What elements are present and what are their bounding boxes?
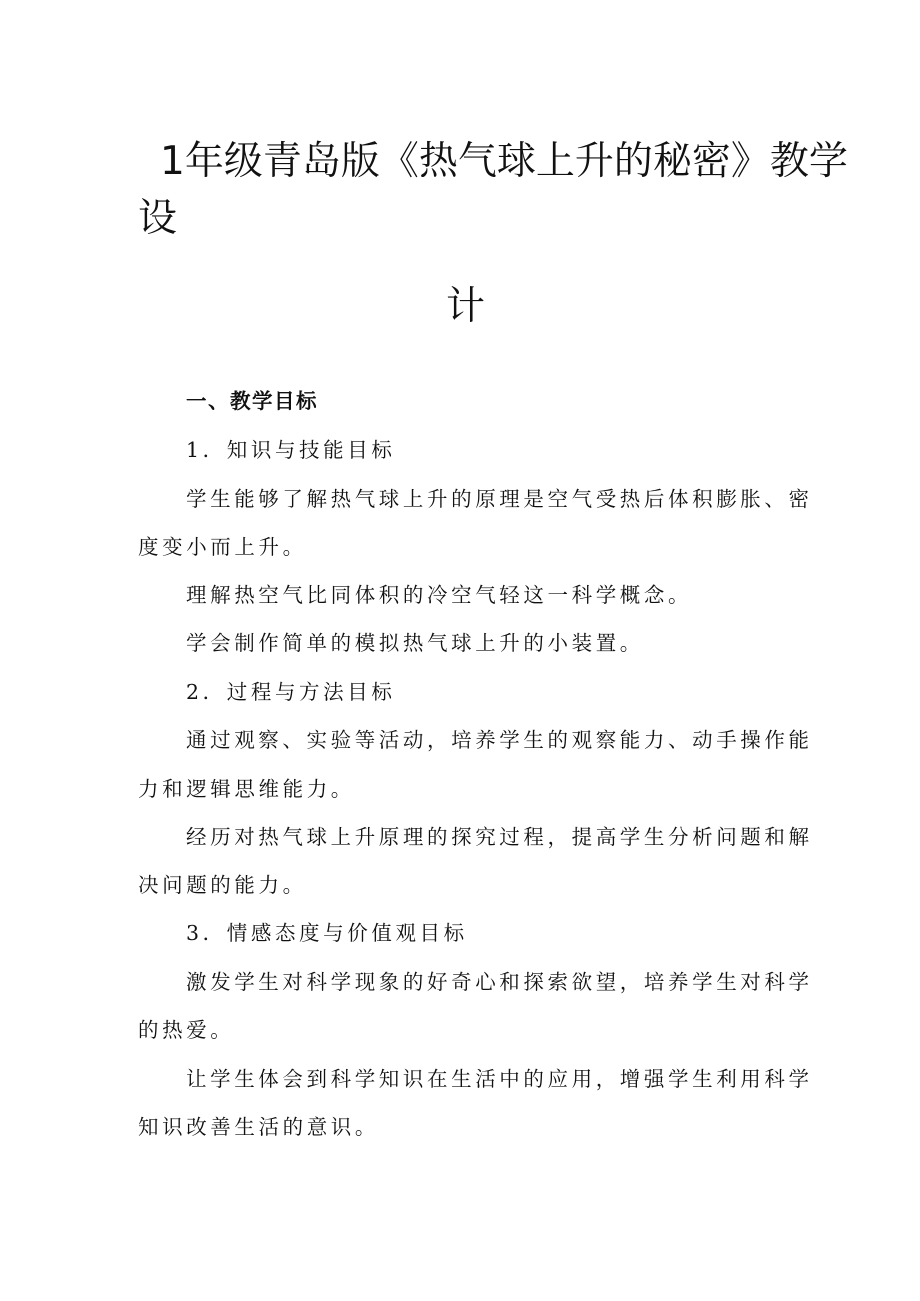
paragraph-line: 力和逻辑思维能力。: [138, 777, 355, 801]
paragraph-line: 理解热空气比同体积的冷空气轻这一科学概念。: [186, 583, 693, 607]
section-heading-teaching-goals: 一、教学目标: [186, 389, 318, 413]
paragraph-line: 决问题的能力。: [138, 873, 307, 897]
paragraph-line: 经历对热气球上升原理的探究过程，提高学生分析问题和解: [186, 825, 813, 849]
paragraph-line: 知识改善生活的意识。: [138, 1115, 379, 1139]
paragraph-line: 的热爱。: [138, 1018, 235, 1042]
subheading-knowledge-skills: 1．知识与技能目标: [186, 438, 396, 462]
document-title-line-2: 设: [138, 196, 178, 241]
subheading-emotion-values: 3．情感态度与价值观目标: [186, 921, 468, 945]
paragraph-line: 学生能够了解热气球上升的原理是空气受热后体积膨胀、密: [186, 487, 813, 511]
paragraph-line: 激发学生对科学现象的好奇心和探索欲望，培养学生对科学: [186, 970, 813, 994]
subheading-process-methods: 2．过程与方法目标: [186, 680, 396, 704]
paragraph-line: 让学生体会到科学知识在生活中的应用，增强学生利用科学: [186, 1067, 813, 1091]
document-title-line-3: 计: [446, 284, 486, 329]
paragraph-line: 通过观察、实验等活动，培养学生的观察能力、动手操作能: [186, 728, 813, 752]
document-title-line-1: 1年级青岛版《热气球上升的秘密》教学: [160, 139, 848, 184]
paragraph-line: 度变小而上升。: [138, 535, 307, 559]
paragraph-line: 学会制作简单的模拟热气球上升的小装置。: [186, 631, 644, 655]
